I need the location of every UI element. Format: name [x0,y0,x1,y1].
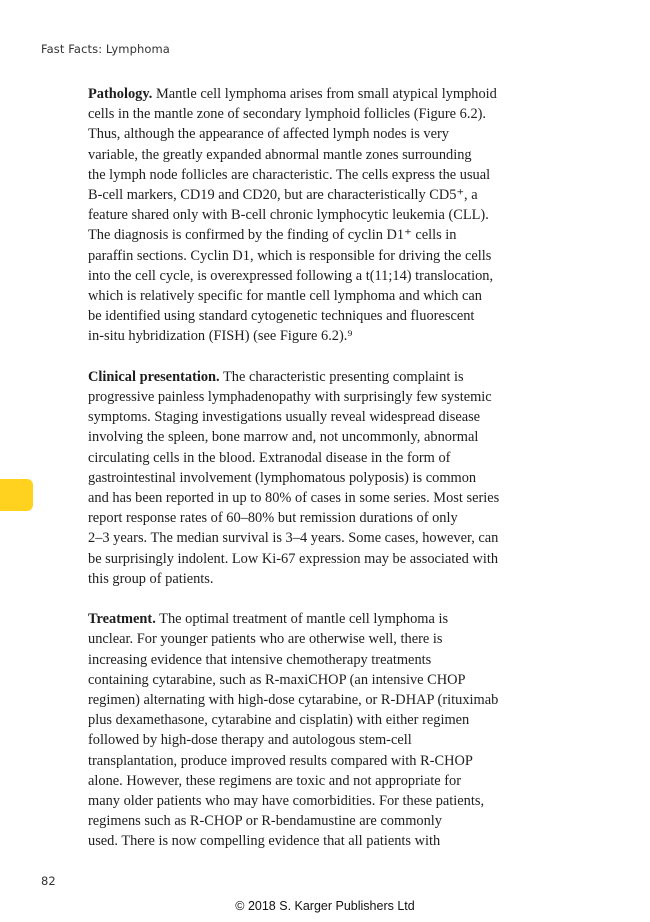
chapter-thumb-tab [0,479,33,511]
text-line: used. There is now compelling evidence that all patients with [88,833,441,850]
text-line: unclear. For younger patients who are otherwise well, there is [88,631,443,648]
text-line [88,84,560,104]
text-line: followed by high-dose therapy and autologous stem-cell [88,732,412,749]
text-run: The characteristic presenting complaint is [219,368,464,385]
text-line: feature shared only with B-cell chronic lymphocytic leukemia (CLL). [88,207,489,224]
text-line: this group of patients. [88,570,214,587]
text-line: circulating cells in the blood. Extranodal disease in the form of [88,449,451,466]
paragraph-clinical-presentation [88,367,560,589]
text-line: progressive painless lymphadenopathy with surprisingly few systemic [88,389,492,406]
text-line: be surprisingly indolent. Low Ki-67 expression may be associated with [88,550,499,567]
paragraph-heading: Clinical presentation. [88,368,220,385]
text-line: The diagnosis is confirmed by the finding of cyclin D1⁺ cells in [88,227,457,244]
copyright-notice: © 2018 S. Karger Publishers Ltd [235,899,415,913]
text-line: be identified using standard cytogenetic techniques and fluorescent [88,308,475,325]
paragraph-heading: Treatment. [88,611,156,628]
text-line: containing cytarabine, such as R-maxiCHOP (an intensive CHOP [88,671,466,688]
text-line: variable, the greatly expanded abnormal mantle zones surrounding [88,146,472,163]
running-head: Fast Facts: Lymphoma [41,42,170,56]
text-run: The optimal treatment of mantle cell lymphoma is [155,611,449,628]
text-line: symptoms. Staging investigations usually reveal widespread disease [88,409,481,426]
text-line [88,609,560,629]
text-run: Mantle cell lymphoma arises from small atypical lymphoid [152,86,497,102]
text-line: alone. However, these regimens are toxic and not appropriate for [88,772,462,789]
text-line: in-situ hybridization (FISH) (see Figure 6.2).⁹ [88,328,353,345]
paragraph-treatment [88,609,560,851]
text-line: plus dexamethasone, cytarabine and cisplatin) with either regimen [88,712,470,729]
text-line: involving the spleen, bone marrow and, not uncommonly, abnormal [88,429,479,446]
text-line: which is relatively specific for mantle cell lymphoma and which can [88,288,483,305]
text-line: B-cell markers, CD19 and CD20, but are characteristically CD5⁺, a [88,187,478,204]
page-number: 82 [41,874,56,888]
text-line: many older patients who may have comorbidities. For these patients, [88,793,485,810]
text-line [88,367,560,387]
text-line: transplantation, produce improved results compared with R-CHOP [88,752,473,769]
paragraph-pathology [88,84,560,347]
text-line: the lymph node follicles are characteristic. The cells express the usual [88,166,491,183]
text-line: regimen) alternating with high-dose cytarabine, or R-DHAP (rituximab [88,692,499,709]
text-line: Thus, although the appearance of affected lymph nodes is very [88,126,449,143]
text-line: gastrointestinal involvement (lymphomatous polyposis) is common [88,469,477,486]
text-line: report response rates of 60–80% but remission durations of only [88,510,458,527]
text-line: paraffin sections. Cyclin D1, which is responsible for driving the cells [88,247,492,264]
text-line: cells in the mantle zone of secondary lymphoid follicles (Figure 6.2). [88,106,487,123]
body-text [88,84,560,872]
text-line: into the cell cycle, is overexpressed following a t(11;14) translocation, [88,267,494,284]
paragraph-heading: Pathology. [88,86,153,102]
text-line: 2–3 years. The median survival is 3–4 years. Some cases, however, can [88,530,499,547]
text-line: and has been reported in up to 80% of cases in some series. Most series [88,490,500,507]
text-line: regimens such as R-CHOP or R-bendamustine are commonly [88,813,442,830]
text-line: increasing evidence that intensive chemotherapy treatments [88,651,432,668]
